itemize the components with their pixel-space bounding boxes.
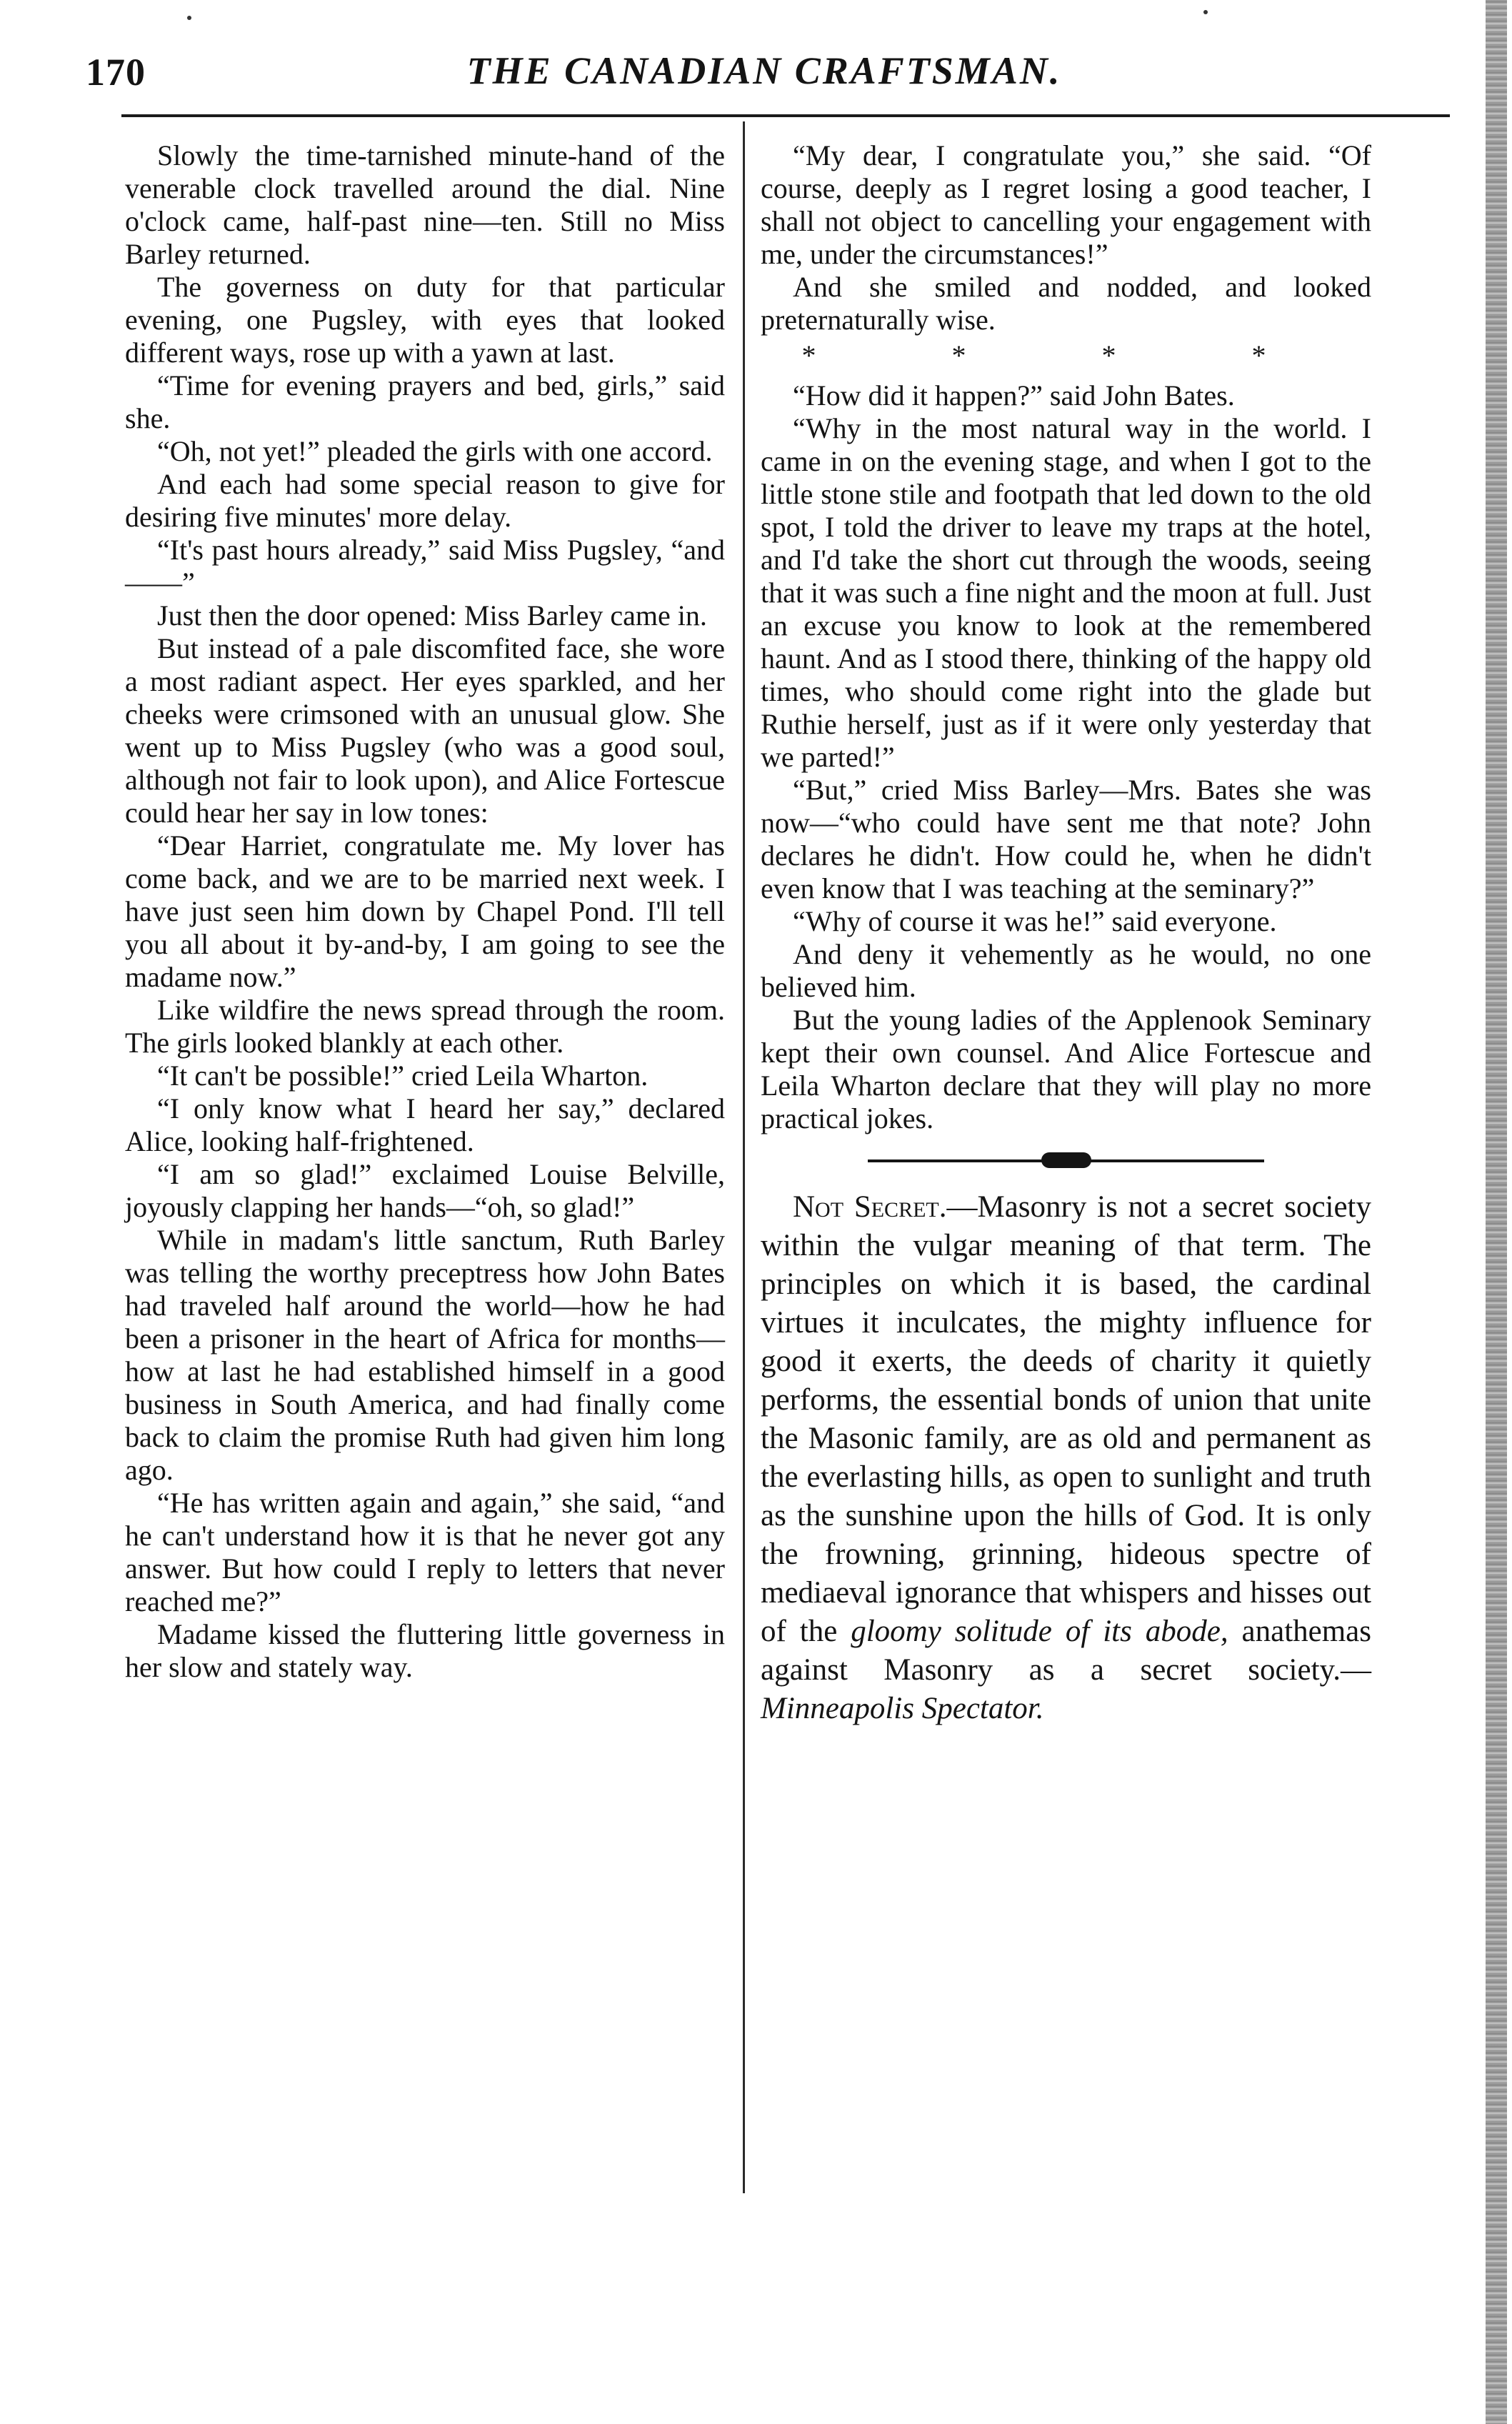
paragraph: And deny it vehemently as he would, no one believed him.: [761, 938, 1371, 1003]
paragraph: “How did it happen?” said John Bates.: [793, 379, 1235, 412]
paragraph: “Dear Harriet, congratulate me. My lover has come back, and we are to be married next week. I have just seen him down by Chapel Pond. I'll tell you all about it by-and-by, I am going to see the madame now.”: [125, 829, 725, 993]
paragraph: “It's past hours already,” said Miss Pugsley, “and——”: [125, 534, 725, 599]
paragraph: “But,” cried Miss Barley—Mrs. Bates she was now—“who could have sent me that note? John declares he didn't. How could he, when he didn't even know that I was teaching at the seminary?”: [761, 774, 1371, 904]
header-rule: [121, 114, 1450, 117]
paragraph: “It can't be possible!” cried Leila Wharton.: [157, 1059, 649, 1092]
paragraph: And each had some special reason to give for desiring five minutes' more delay.: [125, 468, 725, 533]
article-heading: Not Secret.: [793, 1190, 947, 1224]
paragraph: “He has written again and again,” she said, “and he can't understand how it is that he never got any answer. But how could I reply to letters that never reached me?”: [125, 1487, 725, 1617]
paragraph: Like wildfire the news spread through the room. The girls looked blankly at each other.: [125, 994, 725, 1059]
print-speck: [1203, 10, 1208, 14]
paragraph: “I only know what I heard her say,” declared Alice, looking half-frightened.: [125, 1092, 725, 1157]
paragraph: While in madam's little sanctum, Ruth Barley was telling the worthy preceptress how John Bates had traveled half around the world—how he had been a prisoner in the heart of Africa for months—how at last he had established himself in a good business in South America, and had finally come back to claim the promise Ruth had given him long ago.: [125, 1224, 725, 1486]
paragraph: And she smiled and nodded, and looked preternaturally wise.: [761, 271, 1371, 336]
paragraph: “My dear, I congratulate you,” she said. “Of course, deeply as I regret losing a good teacher, I shall not object to cancelling your engagement with me, under the circumstances!”: [761, 139, 1371, 270]
article-body-1: —Masonry is not a secret society within the vulgar meaning of that term. The principles on which it is based, the cardinal virtues it inculcates, the mighty influence for good it exerts, the deeds of charity it quietly performs, the essential bonds of union that unite the Masonic family, are as old and permanent as the everlasting hills, as open to sunlight and truth as the sunshine upon the hills of God. It is only the frowning, grinning, hideous spectre of mediaeval ignorance that whispers and hisses out of the: [761, 1190, 1372, 1648]
paragraph: “Time for evening prayers and bed, girls,” said she.: [125, 369, 725, 434]
article-source: Minneapolis Spectator.: [761, 1692, 1044, 1725]
paragraph: The governess on duty for that particular evening, one Pugsley, with eyes that looked different ways, rose up with a yawn at last.: [125, 271, 725, 369]
paragraph: “I am so glad!” exclaimed Louise Belville, joyously clapping her hands—“oh, so glad!”: [125, 1158, 725, 1223]
section-break-asterisks: * * * *: [801, 339, 1331, 371]
ornamental-rule: [761, 1139, 1371, 1182]
right-column: [761, 139, 1371, 1728]
not-secret-article: [761, 1188, 1371, 1728]
scanned-page-edge: [1486, 0, 1507, 2424]
ornament-center: [1041, 1152, 1091, 1168]
paragraph: Slowly the time-tarnished minute-hand of the venerable clock travelled around the dial. Nine o'clock came, half-past nine—ten. Still no Miss Barley returned.: [125, 139, 725, 270]
paragraph: Madame kissed the fluttering little governess in her slow and stately way.: [125, 1618, 725, 1683]
left-column: [125, 139, 725, 1684]
column-divider: [743, 121, 745, 2193]
paragraph: “Why in the most natural way in the world. I came in on the evening stage, and when I got to the little stone stile and footpath that led down to the old spot, I told the driver to leave my traps at the hotel, and I'd take the short cut through the woods, seeing that it was such a fine night and the moon at full. Just an excuse you know to look at the remembered haunt. And as I stood there, thinking of the happy old times, who should come right into the glade but Ruthie herself, just as if it were only yesterday that we parted!”: [761, 412, 1371, 773]
paragraph: But the young ladies of the Applenook Seminary kept their own counsel. And Alice Fortescue and Leila Wharton declare that they will play no more practical jokes.: [761, 1004, 1371, 1134]
paragraph: “Oh, not yet!” pleaded the girls with one accord.: [157, 435, 713, 467]
paragraph: Just then the door opened: Miss Barley came in.: [157, 599, 707, 632]
running-title: THE CANADIAN CRAFTSMAN.: [466, 49, 1062, 92]
article-body-2: anathemas against Masonry as a secret society.—: [761, 1615, 1371, 1687]
paragraph: But instead of a pale discomfited face, she wore a most radiant aspect. Her eyes sparkled, and her cheeks were crimsoned with an unusual glow. She went up to Miss Pugsley (who was a good soul, although not fair to look upon), and Alice Fortescue could hear her say in low tones:: [125, 632, 725, 829]
page-number: 170: [86, 51, 146, 94]
article-italic-phrase: gloomy solitude of its abode,: [851, 1615, 1228, 1648]
page-header: [86, 43, 1443, 107]
paragraph: “Why of course it was he!” said everyone.: [793, 905, 1277, 937]
print-speck: [187, 16, 191, 20]
